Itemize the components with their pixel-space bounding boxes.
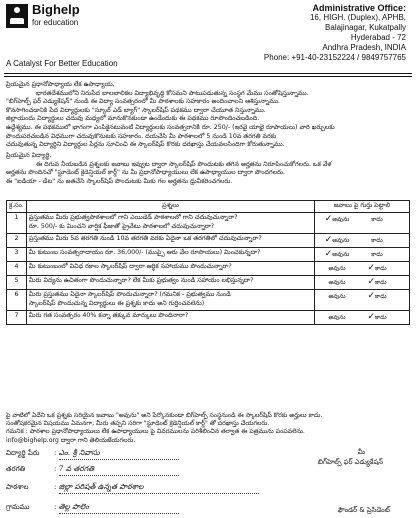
no-label: కాదు xyxy=(375,279,387,286)
letter-paragraph-student xyxy=(6,152,410,186)
row-number: 4 xyxy=(7,262,27,276)
answer-cell[interactable] xyxy=(315,234,410,248)
table-row xyxy=(7,276,410,290)
question-text-cont: రూ. 500/- కు మించని వార్షిక ఫీజుతో ప్రైవేటు పాఠశాలలో చదువుచున్నారా? xyxy=(28,223,215,230)
table-header-row xyxy=(7,201,410,213)
row-number: 2 xyxy=(7,234,27,248)
name-field[interactable]: ఎం. శ్రీ నివాసు xyxy=(59,448,179,460)
answer-cell[interactable] xyxy=(315,290,410,311)
village-field[interactable]: తెల్ల పాలెం xyxy=(59,502,179,514)
office-line: Andhra Pradesh, INDIA xyxy=(322,43,406,52)
table-row xyxy=(7,262,410,276)
answer-cell[interactable] xyxy=(315,262,410,276)
school-field[interactable]: జిల్లా పరిషత్ ఉన్నత పాఠశాల xyxy=(59,482,259,494)
question-cell: మీరు విద్యను ఉచితంగా పొందుచున్నారా? లేక మీకు ప్రభుత్వం నుండి సహాయం లభిస్తున్నదా? xyxy=(26,276,314,290)
table-row xyxy=(7,311,410,325)
body-line: ఈ దిగువ నీయబడిన ప్రశ్నలకు జవాబు ఇవ్వుట ద్వారా స్కాలర్‌షిప్ పొందుటకు తగిన అర్హతను నిరూపించుకోగలరు. ఒక వేళ xyxy=(36,160,332,168)
no-label: కాదు xyxy=(371,237,383,244)
office-line: Balajinagar, Kukatpally xyxy=(325,23,406,32)
school-label: పాఠశాల xyxy=(6,483,29,491)
table-row xyxy=(7,248,410,262)
question-cell: మీరు గత సంవత్సరం 40% కన్నా తక్కువ మార్కులు పొందినారా? xyxy=(26,311,314,325)
no-label: కాదు xyxy=(375,265,387,272)
table-row xyxy=(7,213,410,234)
brand-subtitle: for education xyxy=(32,18,79,27)
tick-icon: ✓ xyxy=(367,263,376,273)
answer-cell[interactable] xyxy=(315,276,410,290)
yes-label: అవును xyxy=(328,314,346,321)
yes-label: అవును xyxy=(328,279,346,286)
school-row: పాఠశాల : జిల్లా పరిషత్ ఉన్నత పాఠశాల xyxy=(6,482,259,494)
signature-block xyxy=(318,448,390,516)
body-line: భారతదేశములోని నిరుపేద బాలబాలికల విద్యాభివృద్ధి కోసమని పాటుపడుతున్న సంస్థగ మేము సంతోషిస్తున్నాము. xyxy=(36,89,309,97)
office-line: Hyderabad - 72 xyxy=(350,33,406,42)
body-line: ఈ "ఐడియా - డేట" ను జతచేసి స్కాలర్‌షిప్ పొందుటకు మీకు గల అర్హతను ధ్రువీకరించగలరు. xyxy=(6,177,233,185)
question-cell xyxy=(26,290,314,311)
class-field[interactable]: 7 వ తరగతి xyxy=(59,464,179,476)
footer-notes xyxy=(6,412,410,445)
body-line: చదువుతున్న విద్యార్థిని విద్యార్థుల పేర్లను సూచించి ఈ స్కాలర్‌షిప్ కొరకు దరఖాస్తు చేయవలసిందిగా కోరుతున్నాము. xyxy=(6,141,285,149)
question-cell: మీ కుటుంబ సంవత్సరాదాయం రూ. 36,000/- (ముప్పై ఆరు వేల రూపాయలు) మించకున్నదా? xyxy=(26,248,314,262)
no-label: కాదు xyxy=(375,314,387,321)
village-row: గ్రామము : తెల్ల పాలెం xyxy=(6,502,179,514)
tick-icon: ✓ xyxy=(324,235,333,245)
tick-icon: ✓ xyxy=(324,249,333,259)
tick-icon: ✓ xyxy=(367,277,376,287)
letter-paragraph-headmaster xyxy=(6,81,410,150)
row-number: 1 xyxy=(7,213,27,234)
note-line: సంతోషకరమైన విషయము ఏమనగా, మీరు తప్పని సరిగా "స్టూడెంట్ క్రెడెన్షియల్ కార్డ్" తో దరఖాస్తు చేయగలరు. xyxy=(6,420,270,428)
sig-greeting: మీ xyxy=(357,448,365,456)
sig-org: బిగ్‌హెల్ప్ ఫర్ ఎడ్యుకేషన్ xyxy=(317,458,384,466)
note-line: info@bighelp.org ద్వారా గాని తెలియజేయగలరు. xyxy=(6,436,136,444)
note-line: పై వాటిలో ఏదేని ఒక ప్రశ్నకు సరియైన జవాబు "అవును" అని పేర్కొనకుండా బిగ్‌హెల్ప్ సంస్థనుండి ఈ స్కాలర్‌షిప్ కొరకు అర్హులు కాదు. xyxy=(6,412,323,419)
table-row xyxy=(7,290,410,311)
brand-name: Bighelp xyxy=(32,2,80,17)
col-header-answer: జవాబు పై గుర్తు పెట్టాలి xyxy=(315,201,410,213)
no-label: కాదు xyxy=(371,251,383,258)
name-label: విద్యార్థి పేరు xyxy=(6,449,40,457)
yes-label: అవును xyxy=(332,216,350,223)
row-number: 5 xyxy=(7,276,27,290)
body-line: "బిగ్‌హెల్ప్ ఫర్ ఎడ్యుకేషన్" నుండి ఈ విద్యా సంవత్సరంలో మీ పాఠశాలకు సహకారం అందించాలని ఆశిస్తున్నాము. xyxy=(6,98,280,106)
tick-icon: ✓ xyxy=(324,214,333,224)
tick-icon: ✓ xyxy=(367,312,376,322)
body-line: జిల్లాయందు విద్యార్థులు చదువు మధ్యలో మానుకొనకుండా ఉండేందుకు ఈ పథకము రూపొందించబడింది. xyxy=(6,115,260,123)
name-row: విద్యార్థి పేరు : ఎం. శ్రీ నివాసు xyxy=(6,448,179,460)
question-cell: మీ కుటుంబంలో వివిధ రకాల స్కాలర్‌షిప్ ద్వారా ఆర్థిక సహాయము పొందుచున్నారా? xyxy=(26,262,314,276)
no-label: కాదు xyxy=(371,216,383,223)
tick-icon: ✓ xyxy=(367,291,376,301)
bighelp-logo-icon xyxy=(6,4,28,28)
row-number: 3 xyxy=(7,248,27,262)
question-text-cont: స్కాలర్‌షిప్ పొందుచున్న విద్యార్థులు ఈ ప్రశ్నకు కాదు అని గుర్తించవలెను) xyxy=(28,300,205,307)
col-header-sno: క్ర.సం. xyxy=(7,201,27,213)
question-cell: ప్రస్తుతము మీరు 5వ తరగతి నుండి 10వ తరగతి వరకు ఏదైనా ఒక తరగతిలో చదువుచున్నారా? xyxy=(26,234,314,248)
eligibility-table xyxy=(6,200,410,325)
question-text: మీరు ప్రస్తుతము ఏదైనా స్కాలర్‌షిప్ పొందుచున్నారా? (గమనిక - ప్రభుత్వము నుండి xyxy=(28,291,231,298)
question-text: ప్రస్తుతము మీరు ప్రభుత్వపాఠశాలలో గాని ఎయిడెడ్ పాఠశాలలో గాని చదువుచున్నారా? xyxy=(28,214,238,221)
class-row: తరగతి : 7 వ తరగతి xyxy=(6,464,179,476)
answer-cell[interactable] xyxy=(315,213,410,234)
header-divider-thin xyxy=(4,76,412,77)
salutation: ప్రియమైన విద్యార్థి, xyxy=(6,152,52,159)
row-number: 7 xyxy=(7,311,27,325)
office-phone: Phone: +91-40-23152224 / 9849757765 xyxy=(263,53,406,62)
class-label: తరగతి xyxy=(6,465,26,473)
table-row xyxy=(7,234,410,248)
no-label: కాదు xyxy=(375,293,387,300)
yes-label: అవును xyxy=(328,293,346,300)
office-line: 16, HIGH. (Duplex), APHB, xyxy=(309,13,406,22)
note-line: గమనిక : పాఠశాల ప్రధానోపాధ్యాయులు లేక ఉపాధ్యాయులు పై వివరములను పరిశీలించిన తర్వాత ఈ పత్రమును పంపవలెను. xyxy=(6,428,305,436)
answer-cell[interactable] xyxy=(315,311,410,325)
row-number: 6 xyxy=(7,290,27,311)
yes-label: అవును xyxy=(332,251,350,258)
body-line: కొనసాగించడానికి పేద విద్యార్థులకు "స్కూల్ ఎడ్ బ్యాగ్" స్కాలర్‌షిప్ పథకము ద్వారా చేయూత నిస్తున్నాము. xyxy=(6,106,266,114)
header-divider xyxy=(4,73,412,74)
answer-cell[interactable] xyxy=(315,248,410,262)
question-cell xyxy=(26,213,314,234)
yes-label: అవును xyxy=(328,265,346,272)
village-label: గ్రామము xyxy=(6,503,30,511)
yes-label: అవును xyxy=(332,237,350,244)
body-line: ఉద్దేశ్యము. ఈ పథకములో భాగంగా ఎంపికైనటువంటి విద్యార్థులకు సంవత్సరానికి రూ. 250/- (ఇరవై యాభై రూపాయలు) వారి ఖర్చులకు xyxy=(6,123,335,131)
salutation: ప్రియమైన ప్రధానోపాధ్యాయ లేక ఉపాధ్యాయ, xyxy=(6,81,115,88)
office-address xyxy=(206,3,406,63)
sig-title: ఫౌండర్ & ప్రెసిడెంట్ xyxy=(337,506,390,514)
body-line: అర్హతను పొందినచో "స్టూడెంట్ క్రెడెన్షియల్ కార్డ్" ను మీ ప్రధానోపాధ్యాయులు లేక ఉపాధ్యాయుల ద్వారా పొందగలరు. xyxy=(6,169,286,177)
col-header-questions: ప్రశ్నలు xyxy=(26,201,314,213)
tagline: A Catalyst For Better Education xyxy=(6,59,118,68)
body-line: పొందుపరచబడిన విధముగా చదువుకొనుటకు సహకారం. దయచేసి మీ పాఠశాలలో 5 నుండి 10వ తరగతి వరకు xyxy=(6,132,277,140)
office-title: Administrative Office: xyxy=(312,3,406,13)
